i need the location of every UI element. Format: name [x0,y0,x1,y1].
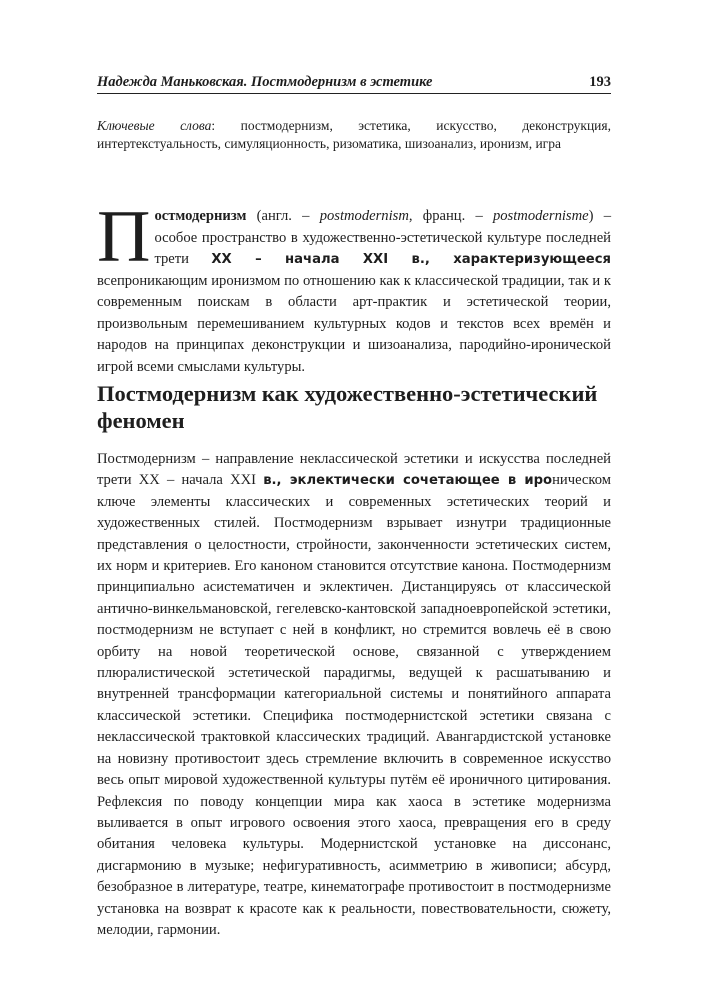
intro-text-4: всепроникающим иронизмом по отношению как к классической традиции, так и к современным поискам в области арт-практик и эстетической теории, произвольным перемешиванием культурных кодов и текстов всех времён и народов на принципах деконструкции и шизоанализа, пародийно-иронической игрой всеми смыслами культуры. [97,272,611,375]
keywords-text: : постмодернизм, эстетика, искусство, деконструкция, интертекстуальность, симуляционность, ризоматика, шизоанализ, иронизм, игра [97,118,611,151]
intro-text-1: (англ. – [246,208,320,224]
drop-cap: П [97,196,151,278]
body-sans-span: в., эклектически сочетающее в иро [263,473,553,489]
running-header [97,73,611,94]
page-number: 193 [589,74,611,90]
intro-fr-term: postmodernisme [492,208,589,224]
lead-term: остмодернизм [154,208,247,224]
body-text-2: ническом ключе элементы классических и современных эстетических теорий и художественных стилей. Постмодернизм взрывает изнутри традиционные представления о целостности, стройности, законченности эстетических систем, их норм и критериев. Его каноном становится отсутствие канона. Постмодернизм принципиально асистематичен и эклектичен. Дистанцируясь от классической антично-винкельмановской, гегелевско-кантовской западноевропейской эстетики, постмодернизм не вступает с ней в конфликт, но стремится вовлечь её в свою орбиту на новой теоретической основе, связанной с утверждением плюралистической эстетической парадигмы, ведущей к расшатыванию и внутренней трансформации категориальной системы и понятийного аппарата классической эстетики. Специфика постмодернистской эстетики связана с неклассической трактовкой классических традиций. Авангардистской установке на новизну противостоит здесь стремление включить в современное искусство весь опыт мировой художественной культуры путём её ироничного цитирования. Рефлексия по поводу концепции мира как хаоса в эстетике модернизма выливается в опыт игрового освоения этого хаоса, превращения его в среду обитания человека культуры. Модернистской установке на диссонанс, дисгармонию в музыке; нефигуративность, асимметрию в живописи; абсурд, безобразное в литературе, театре, кинематографе противостоит в постмодернизме установка на возврат к красоте как к реальности, повествовательности, сюжету, мелодии, гармонии. [97,472,611,938]
body-text-1: Постмодернизм – направление неклассической эстетики и искусства последней трети XX – начала XXI [97,451,611,489]
running-title: Надежда Маньковская. Постмодернизм в эстетике [97,74,433,90]
body-paragraph [97,449,611,941]
section-heading: Постмодернизм как художественно-эстетический феномен [97,381,598,433]
keywords-label: Ключевые слова [97,118,212,133]
intro-sans-span: XX – начала XXI в., характеризующееся [211,252,611,267]
intro-text-3: ) – особое пространство в художественно-эстетической культуре последней трети [154,208,611,267]
keywords-block [97,117,611,153]
intro-en-term: postmodernism [319,208,409,224]
intro-text-2: , франц. – [408,208,493,224]
intro-paragraph [97,196,611,378]
